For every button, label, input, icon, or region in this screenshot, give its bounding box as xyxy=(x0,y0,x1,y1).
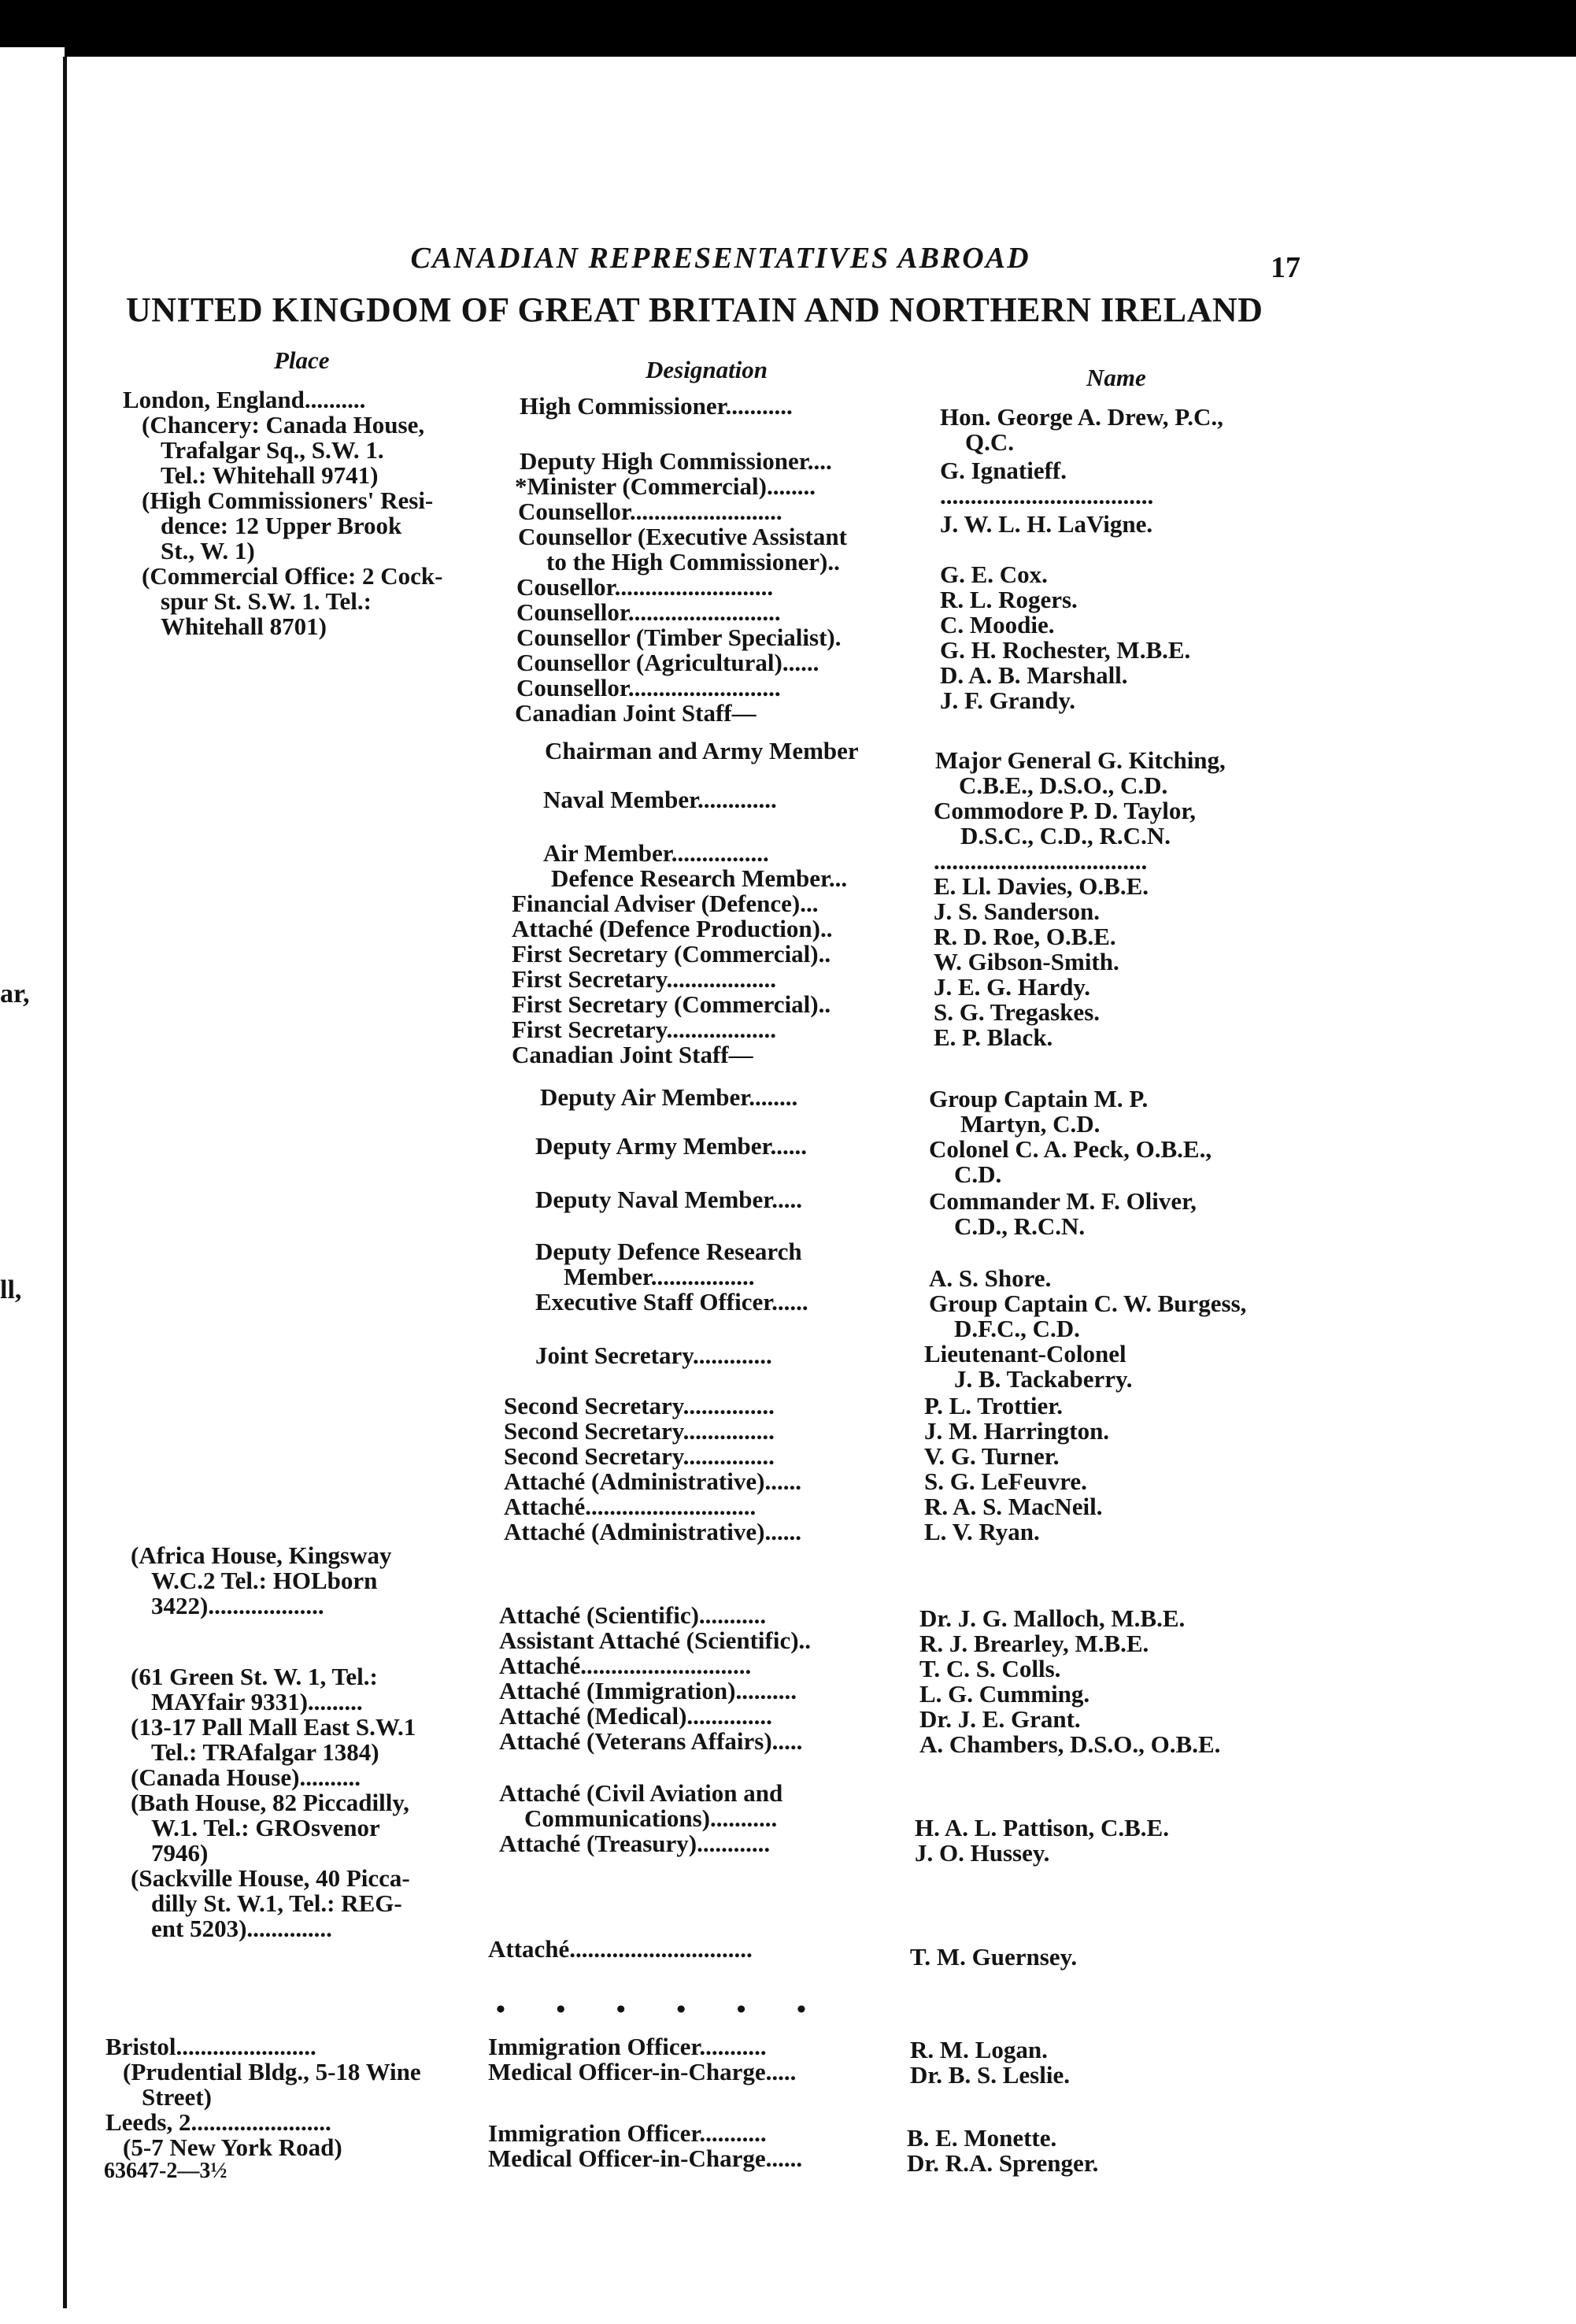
designation-entry: First Secretary.................. xyxy=(512,1016,777,1043)
designation-entry: Counsellor (Agricultural)...... xyxy=(516,649,819,676)
name-entry: J. W. L. H. LaVigne. xyxy=(940,510,1153,538)
designation-entry: Medical Officer-in-Charge..... xyxy=(488,2058,797,2085)
designation-entry: Second Secretary............... xyxy=(504,1442,775,1470)
place-entry: dence: 12 Upper Brook xyxy=(161,512,402,539)
column-header-name: Name xyxy=(1086,364,1146,391)
name-entry: A. S. Shore. xyxy=(929,1264,1052,1292)
name-entry: J. F. Grandy. xyxy=(940,686,1075,714)
column-header-place: Place xyxy=(274,346,330,374)
place-entry: W.C.2 Tel.: HOLborn xyxy=(151,1567,378,1594)
designation-entry: First Secretary (Commercial).. xyxy=(512,990,831,1018)
designation-entry: Immigration Officer........... xyxy=(488,2033,767,2060)
place-entry: (Commercial Office: 2 Cock- xyxy=(142,562,443,590)
printer-code: 63647-2—3½ xyxy=(104,2159,228,2183)
name-entry: E. P. Black. xyxy=(934,1023,1053,1051)
name-entry: Commander M. F. Oliver, xyxy=(929,1187,1197,1215)
place-entry: Leeds, 2....................... xyxy=(105,2108,331,2136)
place-entry: (5-7 New York Road) xyxy=(123,2133,342,2161)
place-entry: Bristol....................... xyxy=(105,2033,316,2060)
name-entry: Lieutenant-Colonel xyxy=(924,1340,1127,1367)
name-entry: S. G. LeFeuvre. xyxy=(924,1467,1087,1495)
running-head xyxy=(0,241,1197,276)
name-entry: P. L. Trottier. xyxy=(924,1392,1063,1419)
name-entry: T. M. Guernsey. xyxy=(910,1943,1078,1971)
name-entry: T. C. S. Colls. xyxy=(919,1655,1061,1682)
designation-entry: Counsellor (Executive Assistant xyxy=(518,523,847,550)
place-entry: London, England.......... xyxy=(123,386,366,413)
designation-entry: High Commissioner........... xyxy=(520,392,793,420)
name-entry: Major General G. Kitching, xyxy=(935,746,1226,774)
name-entry: J. S. Sanderson. xyxy=(934,897,1101,925)
page-fold-line xyxy=(63,57,67,2308)
name-entry: J. O. Hussey. xyxy=(915,1839,1050,1867)
designation-entry: Canadian Joint Staff— xyxy=(515,699,757,727)
name-entry: Dr. J. E. Grant. xyxy=(919,1705,1081,1733)
designation-entry: Attaché (Immigration).......... xyxy=(499,1677,797,1704)
name-entry: C.B.E., D.S.O., C.D. xyxy=(959,772,1168,799)
designation-entry: Joint Secretary............. xyxy=(535,1341,772,1369)
name-entry: R. M. Logan. xyxy=(910,2036,1048,2063)
designation-entry: First Secretary.................. xyxy=(512,965,777,993)
place-entry: Trafalgar Sq., S.W. 1. xyxy=(161,436,384,464)
designation-entry: to the High Commissioner).. xyxy=(546,548,840,575)
name-entry: E. Ll. Davies, O.B.E. xyxy=(934,872,1149,900)
designation-entry: Deputy Air Member........ xyxy=(540,1083,798,1111)
place-entry: St., W. 1) xyxy=(161,537,255,564)
designation-entry: First Secretary (Commercial).. xyxy=(512,940,831,968)
place-entry: (Prudential Bldg., 5-18 Wine xyxy=(123,2058,421,2085)
designation-entry: Assistant Attaché (Scientific).. xyxy=(499,1626,812,1654)
scan-top-border xyxy=(0,0,1576,57)
place-entry: ent 5203).............. xyxy=(151,1915,332,1942)
name-entry: G. Ignatieff. xyxy=(940,457,1067,484)
designation-entry: Immigration Officer........... xyxy=(488,2119,767,2147)
designation-entry: Naval Member............. xyxy=(543,786,777,813)
designation-entry: Attaché (Scientific)........... xyxy=(499,1601,767,1629)
page-number: 17 xyxy=(1271,251,1300,284)
name-entry: V. G. Turner. xyxy=(924,1442,1060,1470)
name-entry: R. D. Roe, O.B.E. xyxy=(934,923,1116,950)
place-entry: (High Commissioners' Resi- xyxy=(142,487,434,514)
designation-entry: Defence Research Member... xyxy=(551,864,848,892)
designation-entry: Counsellor......................... xyxy=(516,598,781,626)
name-entry: D.F.C., C.D. xyxy=(954,1315,1080,1342)
name-entry: Colonel C. A. Peck, O.B.E., xyxy=(929,1135,1212,1163)
designation-entry: Attaché (Treasury)............ xyxy=(499,1830,771,1857)
designation-entry: Second Secretary............... xyxy=(504,1417,775,1445)
left-page-gutter xyxy=(0,47,65,2324)
name-entry: Martyn, C.D. xyxy=(960,1110,1101,1138)
designation-entry: Canadian Joint Staff— xyxy=(512,1041,753,1068)
designation-entry: Financial Adviser (Defence)... xyxy=(512,890,819,917)
name-entry: J. M. Harrington. xyxy=(924,1417,1110,1445)
name-entry: D.S.C., C.D., R.C.N. xyxy=(960,822,1171,849)
place-entry: (61 Green St. W. 1, Tel.: xyxy=(131,1663,378,1690)
place-entry: Tel.: Whitehall 9741) xyxy=(161,461,379,489)
designation-entry: Counsellor (Timber Specialist). xyxy=(516,624,842,651)
designation-entry: Attaché (Civil Aviation and xyxy=(499,1779,783,1807)
name-entry: S. G. Tregaskes. xyxy=(934,998,1101,1026)
designation-entry: Attaché............................ xyxy=(499,1652,752,1679)
designation-entry: Attaché (Medical).............. xyxy=(499,1702,772,1730)
name-entry: R. J. Brearley, M.B.E. xyxy=(919,1630,1149,1657)
designation-entry: Deputy Army Member...... xyxy=(535,1132,807,1160)
name-entry: Hon. George A. Drew, P.C., xyxy=(940,403,1223,431)
place-entry: (Africa House, Kingsway xyxy=(131,1541,392,1569)
name-entry: Dr. R.A. Sprenger. xyxy=(907,2149,1099,2177)
page-title: UNITED KINGDOM OF GREAT BRITAIN AND NORTHERN IRELAND xyxy=(126,290,1263,329)
place-entry: MAYfair 9331)......... xyxy=(151,1688,363,1715)
designation-entry: Member................. xyxy=(564,1263,755,1290)
designation-entry: Counsellor......................... xyxy=(516,674,781,701)
designation-entry: Attaché (Administrative)...... xyxy=(504,1467,801,1495)
name-entry: Dr. B. S. Leslie. xyxy=(910,2061,1070,2089)
name-entry: H. A. L. Pattison, C.B.E. xyxy=(915,1814,1169,1841)
name-entry: C. Moodie. xyxy=(940,611,1055,638)
place-entry: (Sackville House, 40 Picca- xyxy=(131,1864,410,1892)
place-entry: W.1. Tel.: GROsvenor xyxy=(151,1814,380,1841)
designation-entry: Attaché.............................. xyxy=(488,1935,753,1963)
place-entry: (Chancery: Canada House, xyxy=(142,411,425,439)
designation-entry: Attaché............................ xyxy=(504,1493,757,1520)
designation-entry: Communications)........... xyxy=(524,1804,778,1832)
name-entry: ................................... xyxy=(940,482,1154,509)
designation-entry: Chairman and Army Member xyxy=(545,737,859,764)
place-entry: spur St. S.W. 1. Tel.: xyxy=(161,587,372,615)
designation-entry: Cousellor.......................... xyxy=(516,573,774,601)
place-entry: Tel.: TRAfalgar 1384) xyxy=(151,1738,379,1766)
name-entry: Commodore P. D. Taylor, xyxy=(934,797,1197,824)
name-entry: L. G. Cumming. xyxy=(919,1680,1090,1708)
designation-entry: Attaché (Defence Production).. xyxy=(512,915,833,942)
place-entry: 7946) xyxy=(151,1839,209,1867)
designation-entry: Attaché (Administrative)...... xyxy=(504,1518,801,1545)
place-entry: (Canada House).......... xyxy=(131,1763,361,1791)
designation-entry: Deputy High Commissioner.... xyxy=(520,447,832,475)
place-entry: Whitehall 8701) xyxy=(161,612,327,640)
place-entry: (Bath House, 82 Piccadilly, xyxy=(131,1789,409,1816)
name-entry: D. A. B. Marshall. xyxy=(940,661,1128,689)
designation-entry: Second Secretary............... xyxy=(504,1392,775,1419)
name-entry: R. L. Rogers. xyxy=(940,586,1078,613)
name-entry: Dr. J. G. Malloch, M.B.E. xyxy=(919,1604,1186,1632)
designation-entry: Attaché (Veterans Affairs)..... xyxy=(499,1727,803,1755)
designation-entry: Deputy Defence Research xyxy=(535,1238,802,1265)
place-entry: 3422)................... xyxy=(151,1592,324,1619)
name-entry: G. E. Cox. xyxy=(940,561,1048,588)
designation-entry: Executive Staff Officer...... xyxy=(535,1288,808,1316)
designation-entry: Medical Officer-in-Charge...... xyxy=(488,2145,803,2172)
name-entry: R. A. S. MacNeil. xyxy=(924,1493,1103,1520)
name-entry: Group Captain M. P. xyxy=(929,1085,1149,1112)
name-entry: C.D., R.C.N. xyxy=(954,1212,1086,1240)
place-entry: (13-17 Pall Mall East S.W.1 xyxy=(131,1713,416,1741)
designation-entry: Deputy Naval Member..... xyxy=(535,1186,802,1213)
section-separator: • • • • • • xyxy=(496,1995,828,2024)
running-head-text: CANADIAN REPRESENTATIVES ABROAD xyxy=(410,242,1030,275)
margin-fragment: ar, xyxy=(0,979,30,1008)
name-entry: W. Gibson-Smith. xyxy=(934,948,1119,975)
name-entry: C.D. xyxy=(954,1160,1002,1188)
name-entry: B. E. Monette. xyxy=(907,2124,1057,2152)
name-entry: L. V. Ryan. xyxy=(924,1518,1040,1545)
place-entry: dilly St. W.1, Tel.: REG- xyxy=(151,1889,402,1917)
designation-entry: Air Member................ xyxy=(543,839,769,867)
name-entry: Group Captain C. W. Burgess, xyxy=(929,1290,1247,1317)
name-entry: J. E. G. Hardy. xyxy=(934,973,1090,1001)
column-header-designation: Designation xyxy=(646,356,768,383)
name-entry: Q.C. xyxy=(965,428,1014,456)
designation-entry: Counsellor......................... xyxy=(518,498,782,525)
name-entry: A. Chambers, D.S.O., O.B.E. xyxy=(919,1730,1221,1758)
name-entry: G. H. Rochester, M.B.E. xyxy=(940,636,1191,664)
designation-entry: *Minister (Commercial)........ xyxy=(515,472,816,500)
margin-fragment: ll, xyxy=(0,1275,22,1304)
name-entry: J. B. Tackaberry. xyxy=(954,1365,1133,1393)
place-entry: Street) xyxy=(142,2083,212,2111)
name-entry: ................................... xyxy=(934,847,1148,875)
